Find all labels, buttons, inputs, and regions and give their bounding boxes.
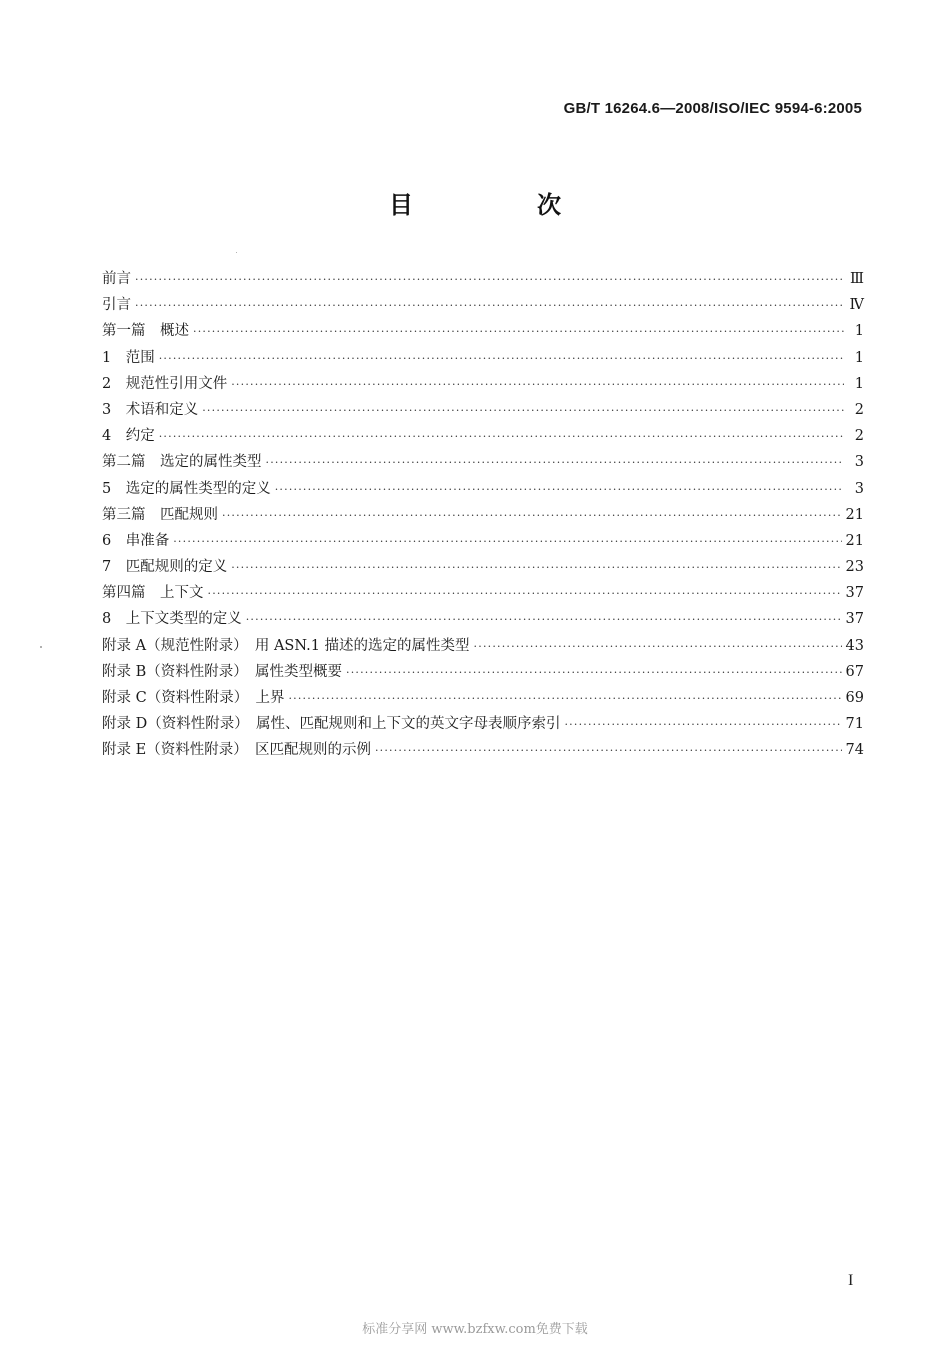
standard-code-header: GB/T 16264.6—2008/ISO/IEC 9594-6:2005 xyxy=(563,100,862,117)
toc-entry-label: 附录 B（资料性附录） 属性类型概要 xyxy=(102,663,343,680)
toc-page-number: 2 xyxy=(854,428,864,445)
toc-dot-leader xyxy=(231,372,844,398)
toc-dot-leader xyxy=(202,398,844,424)
toc-entry-section-5[interactable] xyxy=(102,476,864,502)
toc-entry-annex-d[interactable] xyxy=(102,711,864,737)
toc-page-number: 23 xyxy=(845,559,864,576)
toc-entry-label: 附录 E（资料性附录） 区匹配规则的示例 xyxy=(102,742,371,759)
toc-entry-section-4[interactable] xyxy=(102,423,864,449)
toc-page-number: 21 xyxy=(845,506,864,523)
toc-dot-leader xyxy=(135,293,844,319)
toc-page-number: 37 xyxy=(845,611,864,628)
toc-dot-leader xyxy=(275,477,844,503)
toc-entry-label: 附录 D（资料性附录） 属性、匹配规则和上下文的英文字母表顺序索引 xyxy=(102,716,561,733)
toc-page-number: Ⅲ xyxy=(850,271,864,287)
toc-dot-leader xyxy=(208,581,842,607)
watermark-text: 标准分享网 www.bzfxw.com免费下载 xyxy=(362,1322,588,1337)
toc-entry-part-4[interactable] xyxy=(102,580,864,606)
toc-page-number: 67 xyxy=(845,663,864,680)
toc-entry-part-3[interactable] xyxy=(102,502,864,528)
toc-dot-leader xyxy=(159,346,844,372)
toc-entry-section-8[interactable] xyxy=(102,606,864,632)
toc-entry-section-1[interactable] xyxy=(102,345,864,371)
toc-page-number: 71 xyxy=(845,716,864,733)
scan-speck xyxy=(236,252,237,253)
toc-dot-leader xyxy=(564,712,841,738)
toc-page-number: 2 xyxy=(854,401,864,418)
toc-entry-label: 引言 xyxy=(102,297,131,314)
toc-dot-leader xyxy=(135,267,844,293)
toc-dot-leader xyxy=(173,529,841,555)
toc-page-number: 69 xyxy=(845,690,864,706)
toc-page-number: 3 xyxy=(854,480,864,497)
toc-entry-part-1[interactable] xyxy=(102,318,864,344)
toc-entry-label: 前言 xyxy=(102,271,131,287)
toc-entry-label: 8 上下文类型的定义 xyxy=(102,611,242,628)
toc-dot-leader xyxy=(159,424,844,450)
toc-page-number: 1 xyxy=(854,375,864,392)
toc-dot-leader xyxy=(222,503,842,529)
toc-dot-leader xyxy=(375,738,842,764)
toc-entry-annex-c[interactable] xyxy=(102,685,864,711)
toc-entry-annex-b[interactable] xyxy=(102,659,864,685)
toc-dot-leader xyxy=(193,319,844,345)
toc-entry-section-2[interactable] xyxy=(102,371,864,397)
toc-page-number: 74 xyxy=(845,742,864,759)
toc-entry-section-7[interactable] xyxy=(102,554,864,580)
toc-dot-leader xyxy=(346,660,842,686)
toc-page-number: 1 xyxy=(854,349,864,366)
page-number: I xyxy=(848,1272,854,1289)
scan-speck xyxy=(40,646,42,648)
toc-entry-part-2[interactable] xyxy=(102,449,864,475)
table-of-contents xyxy=(102,266,864,764)
toc-entry-label: 6 串准备 xyxy=(102,532,170,549)
toc-entry-label: 第四篇 上下文 xyxy=(102,585,204,602)
toc-entry-label: 5 选定的属性类型的定义 xyxy=(102,480,271,497)
toc-page-number: 21 xyxy=(845,532,864,549)
toc-entry-annex-a[interactable] xyxy=(102,633,864,659)
toc-entry-label: 附录 A（规范性附录） 用 ASN.1 描述的选定的属性类型 xyxy=(102,637,470,654)
toc-entry-label: 1 范围 xyxy=(102,349,155,366)
toc-entry-introduction[interactable] xyxy=(102,292,864,318)
toc-page-number: 43 xyxy=(845,637,864,654)
toc-dot-leader xyxy=(288,686,841,712)
toc-entry-label: 附录 C（资料性附录） 上界 xyxy=(102,690,285,706)
toc-page-number: 37 xyxy=(845,585,864,602)
toc-entry-label: 第二篇 选定的属性类型 xyxy=(102,454,262,471)
toc-entry-label: 7 匹配规则的定义 xyxy=(102,559,228,576)
toc-dot-leader xyxy=(246,607,842,633)
toc-entry-label: 2 规范性引用文件 xyxy=(102,375,228,392)
toc-page-number: 1 xyxy=(854,323,864,340)
toc-dot-leader xyxy=(474,634,842,660)
toc-entry-label: 4 约定 xyxy=(102,428,155,445)
toc-page-number: 3 xyxy=(854,454,864,471)
toc-entry-foreword[interactable] xyxy=(102,266,864,292)
toc-entry-section-6[interactable] xyxy=(102,528,864,554)
toc-dot-leader xyxy=(266,450,845,476)
toc-entry-label: 第三篇 匹配规则 xyxy=(102,506,218,523)
toc-page-number: Ⅳ xyxy=(849,297,864,314)
toc-entry-label: 第一篇 概述 xyxy=(102,323,189,340)
toc-entry-annex-e[interactable] xyxy=(102,737,864,763)
page-title: 目 次 xyxy=(389,191,611,219)
toc-dot-leader xyxy=(231,555,841,581)
toc-entry-label: 3 术语和定义 xyxy=(102,401,199,418)
toc-entry-section-3[interactable] xyxy=(102,397,864,423)
